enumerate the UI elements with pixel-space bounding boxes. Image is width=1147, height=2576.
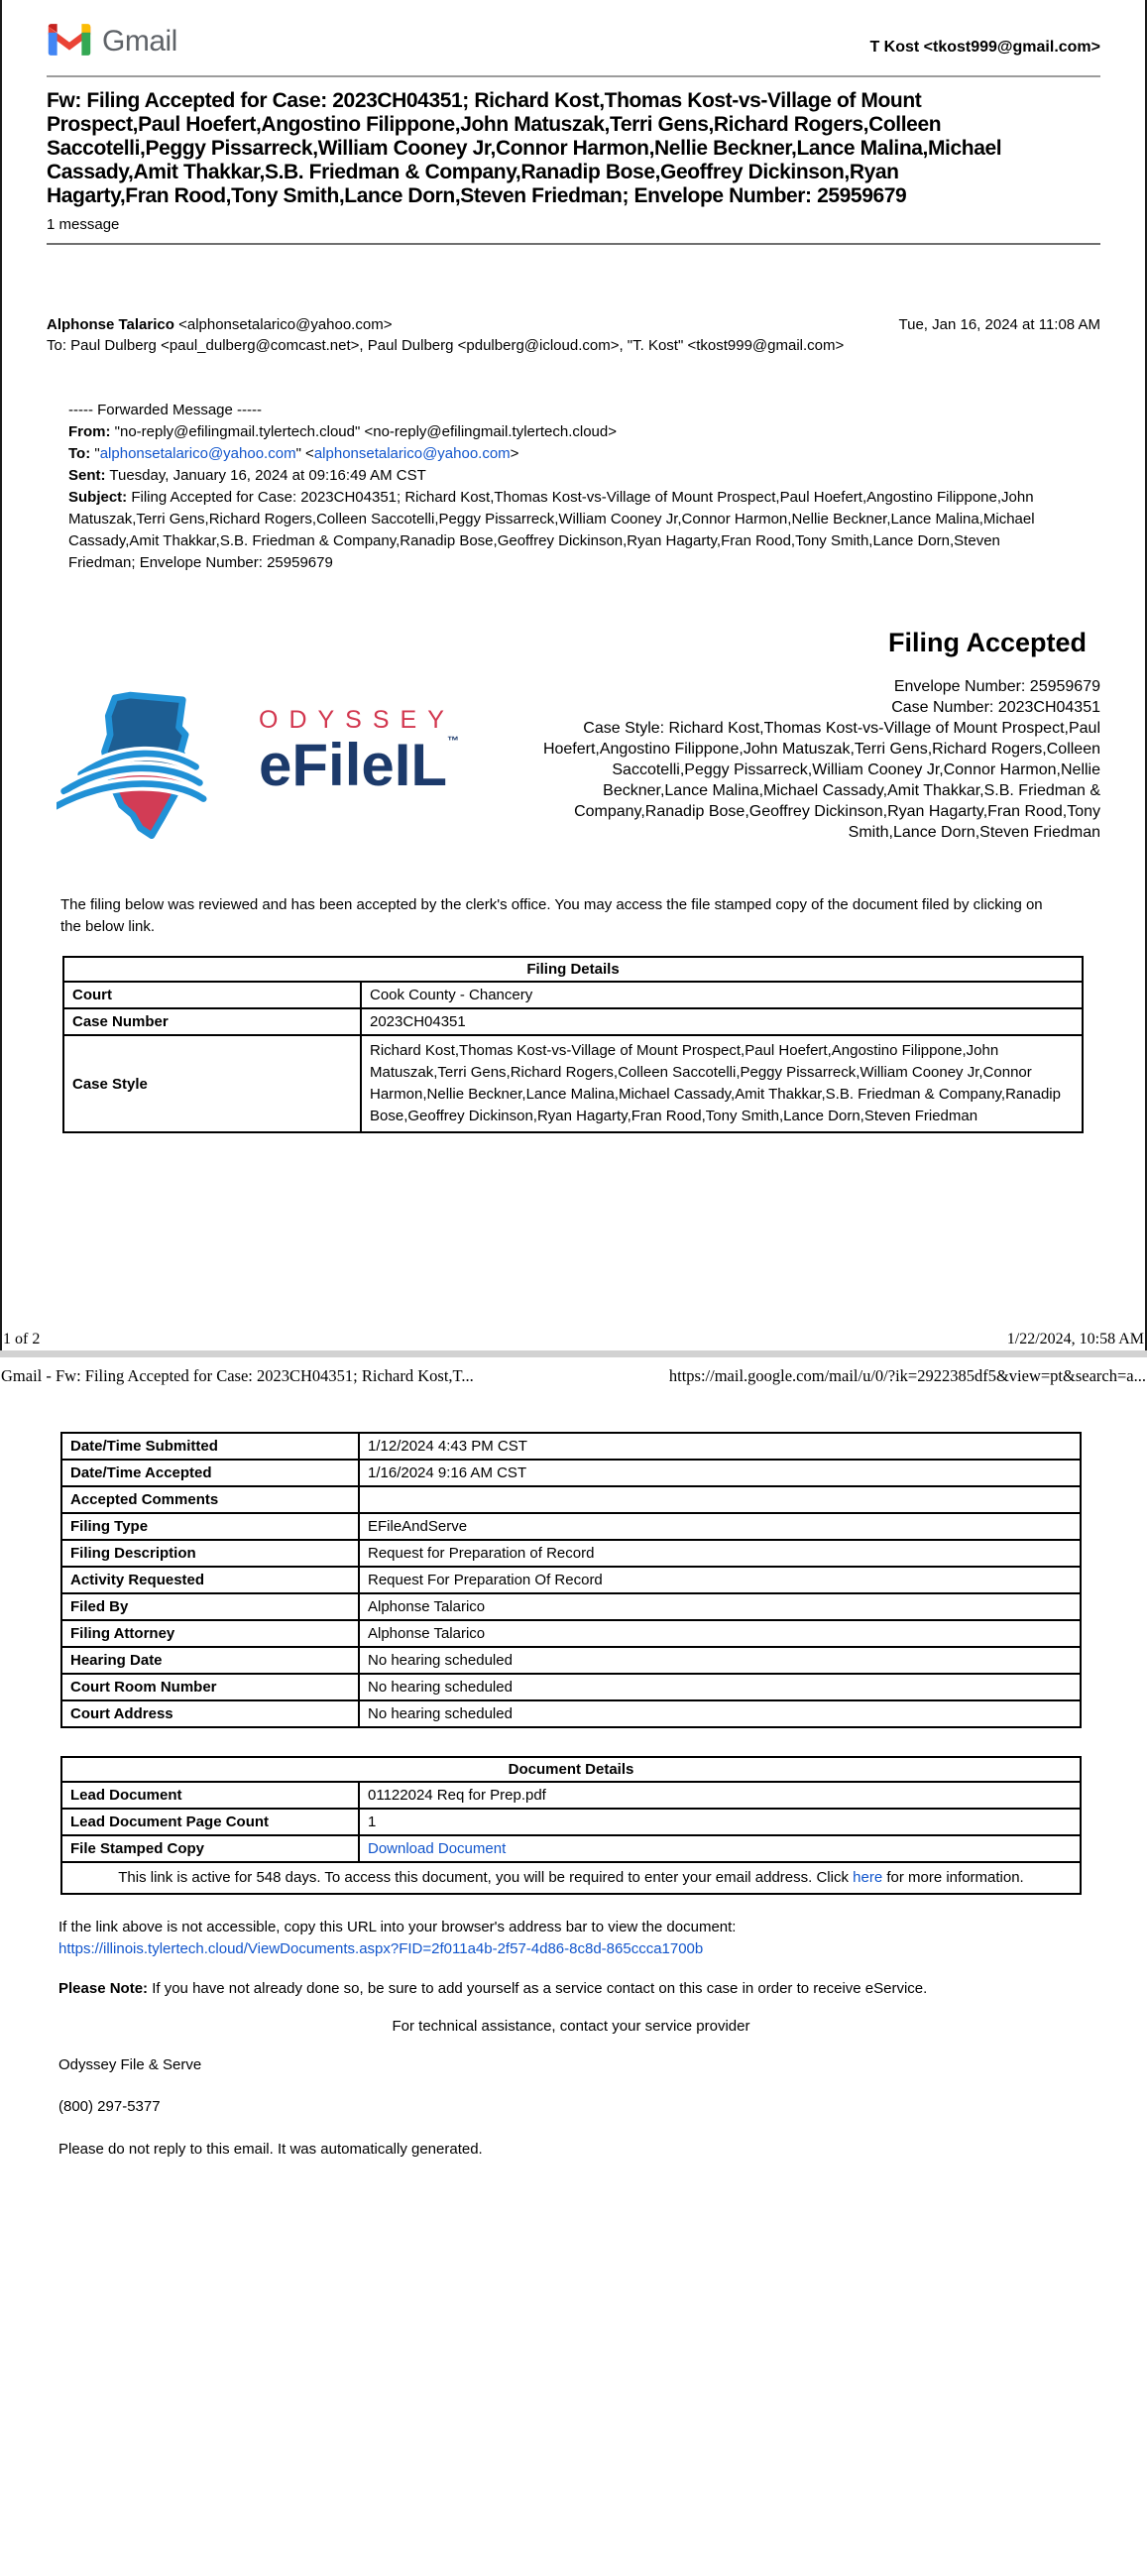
row-value: Request For Preparation Of Record [359, 1567, 1081, 1593]
row-label: Case Number [63, 1008, 361, 1035]
to-mid: " < [295, 445, 314, 462]
notice-row [47, 674, 1100, 869]
table-row [61, 1460, 1081, 1486]
message-date: Tue, Jan 16, 2024 at 11:08 AM [898, 316, 1100, 333]
note-post: for more information. [882, 1869, 1024, 1886]
note-pre: This link is active for 548 days. To access this document, you will be required to enter your email address. Click [118, 1869, 854, 1886]
row-value: 1/12/2024 4:43 PM CST [359, 1433, 1081, 1460]
document-details-table [60, 1756, 1082, 1895]
print-header-url: https://mail.google.com/mail/u/0/?ik=2922385df5&view=pt&search=a... [668, 1366, 1146, 1385]
sender-email: <alphonsetalarico@yahoo.com> [173, 316, 393, 333]
case-style: Case Style: Richard Kost,Thomas Kost-vs-Village of Mount Prospect,Paul Hoefert,Angostino Filippone,John Matuszak,Terri Gens,Richard Rogers,Colleen Saccotelli,Peggy Pissarreck,William Cooney Jr,Connor Harmon,Nellie Beckner,Lance Malina,Michael Cassady,Amit Thakkar,S.B. Friedman & Company,Ranadip Bose,Geoffrey Dickinson,Ryan Hagarty,Fran Rood,Tony Smith,Lance Dorn,Steven Friedman [542, 720, 1100, 841]
table-row [61, 1862, 1081, 1894]
table-row [61, 1620, 1081, 1647]
table-row [61, 1513, 1081, 1540]
row-label: Lead Document Page Count [61, 1809, 359, 1835]
case-number: Case Number: 2023CH04351 [891, 699, 1100, 716]
efileil-logo [47, 674, 542, 869]
row-label: Case Style [63, 1035, 361, 1132]
row-label: Court Room Number [61, 1674, 359, 1700]
from-label: From: [68, 423, 111, 440]
envelope-number: Envelope Number: 25959679 [893, 678, 1100, 695]
table-row [63, 1035, 1083, 1132]
row-value: EFileAndServe [359, 1513, 1081, 1540]
row-value: No hearing scheduled [359, 1647, 1081, 1674]
please-note-text: If you have not already done so, be sure to add yourself as a service contact on this case in order to receive eService. [148, 1980, 928, 1997]
table-row [61, 1433, 1081, 1460]
row-value: No hearing scheduled [359, 1674, 1081, 1700]
gmail-m-icon [47, 22, 92, 61]
here-link[interactable]: here [853, 1869, 883, 1886]
row-label: Court Address [61, 1700, 359, 1727]
row-value: 01122024 Req for Prep.pdf [359, 1782, 1081, 1809]
printed-page-2 [0, 1432, 1147, 2158]
table-row [61, 1593, 1081, 1620]
efileil-wordmark [259, 732, 460, 798]
row-label: Filed By [61, 1593, 359, 1620]
forwarded-sent-line [68, 465, 1050, 487]
recipients-line: To: Paul Dulberg <paul_dulberg@comcast.net>, Paul Dulberg <pdulberg@icloud.com>, "T. Kost" <tkost999@gmail.com> [47, 337, 845, 354]
table-row [61, 1540, 1081, 1567]
forwarded-from-line [68, 421, 1050, 443]
header-divider [47, 75, 1100, 77]
page-number: 1 of 2 [3, 1331, 41, 1347]
to-label: To: [68, 445, 91, 462]
please-note-label: Please Note: [58, 1980, 149, 1997]
row-value: 1 [359, 1809, 1081, 1835]
row-label: Lead Document [61, 1782, 359, 1809]
email-subject-heading: Fw: Filing Accepted for Case: 2023CH04351; Richard Kost,Thomas Kost-vs-Village of Mount Prospect,Paul Hoefert,Angostino Filippone,John Matuszak,Terri Gens,Richard Rogers,Colleen Saccotelli,Peggy Pissarreck,William Cooney Jr,Connor Harmon,Nellie Beckner,Lance Malina,Michael Cassady,Amit Thakkar,S.B. Friedman & Company,Ranadip Bose,Geoffrey Dickinson,Ryan Hagarty,Fran Rood,Tony Smith,Lance Dorn,Steven Friedman; Envelope Number: 25959679 [47, 89, 1002, 207]
row-value: Alphonse Talarico [359, 1593, 1081, 1620]
envelope-details [542, 674, 1100, 869]
row-label: File Stamped Copy [61, 1835, 359, 1862]
row-value: Cook County - Chancery [361, 982, 1083, 1008]
view-documents-url-link[interactable]: https://illinois.tylertech.cloud/ViewDocuments.aspx?FID=2f011a4b-2f57-4d86-8c8d-865ccca1700b [58, 1940, 704, 1957]
odyssey-wordmark: ODYSSEY [259, 706, 455, 734]
subject-label: Subject: [68, 489, 128, 506]
filing-details-table-continued [60, 1432, 1082, 1728]
row-label: Hearing Date [61, 1647, 359, 1674]
efileil-logo-text [259, 680, 460, 798]
recipient-email-link-2[interactable]: alphonsetalarico@yahoo.com [313, 445, 511, 462]
row-value: Request for Preparation of Record [359, 1540, 1081, 1567]
illinois-state-icon [57, 680, 245, 869]
row-value: 2023CH04351 [361, 1008, 1083, 1035]
filing-accepted-title: Filing Accepted [887, 628, 1087, 657]
forwarded-subject-line [68, 487, 1050, 574]
from-value: "no-reply@efilingmail.tylertech.cloud" <no-reply@efilingmail.tylertech.cloud> [110, 423, 617, 440]
please-note-paragraph [58, 1978, 1062, 2000]
print-header-page-2 [0, 1357, 1147, 1386]
table-row [61, 1835, 1081, 1862]
row-label: Filing Type [61, 1513, 359, 1540]
row-value: Richard Kost,Thomas Kost-vs-Village of Mount Prospect,Paul Hoefert,Angostino Filippone,John Matuszak,Terri Gens,Richard Rogers,Colleen Saccotelli,Peggy Pissarreck,William Cooney Jr,Connor Harmon,Nellie Beckner,Lance Malina,Michael Cassady,Amit Thakkar,S.B. Friedman & Company,Ranadip Bose,Geoffrey Dickinson,Ryan Hagarty,Fran Rood,Tony Smith,Lance Dorn,Steven Friedman [361, 1035, 1083, 1132]
provider-phone: (800) 297-5377 [58, 2098, 161, 2115]
print-timestamp: 1/22/2024, 10:58 AM [1006, 1331, 1144, 1347]
account-email: T Kost <tkost999@gmail.com> [869, 39, 1100, 56]
row-value: 1/16/2024 9:16 AM CST [359, 1460, 1081, 1486]
table-row [61, 1700, 1081, 1727]
row-label: Court [63, 982, 361, 1008]
row-label: Filing Description [61, 1540, 359, 1567]
forwarded-message-block [68, 400, 1050, 574]
forwarded-divider: ----- Forwarded Message ----- [68, 402, 263, 418]
table-row [61, 1674, 1081, 1700]
row-label: Date/Time Submitted [61, 1433, 359, 1460]
acceptance-message: The filing below was reviewed and has been accepted by the clerk's office. You may access the file stamped copy of the document filed by clicking on the below link. [60, 896, 1043, 935]
url-intro-text: If the link above is not accessible, copy this URL into your browser's address bar to view the document: [58, 1919, 737, 1935]
table-row [61, 1647, 1081, 1674]
sent-label: Sent: [68, 467, 106, 484]
page-break-band [0, 1350, 1147, 1357]
technical-assistance-line: For technical assistance, contact your service provider [392, 2018, 750, 2035]
table-row [61, 1486, 1081, 1513]
url-fallback-paragraph [58, 1917, 1102, 1960]
row-value [359, 1486, 1081, 1513]
filing-details-table [62, 956, 1084, 1133]
table-row [61, 1567, 1081, 1593]
filing-details-title: Filing Details [63, 957, 1083, 982]
provider-name: Odyssey File & Serve [58, 2056, 202, 2073]
message-count: 1 message [47, 216, 120, 233]
recipient-email-link[interactable]: alphonsetalarico@yahoo.com [99, 445, 296, 462]
gmail-header [47, 22, 1100, 61]
table-row [63, 1008, 1083, 1035]
table-row [61, 1782, 1081, 1809]
row-value: Alphonse Talarico [359, 1620, 1081, 1647]
download-document-link[interactable]: Download Document [368, 1840, 507, 1857]
gmail-logo [47, 22, 177, 61]
table-row [63, 982, 1083, 1008]
forwarded-to-line [68, 443, 1050, 465]
sender-line [47, 316, 392, 333]
row-label: Activity Requested [61, 1567, 359, 1593]
sender-row [47, 316, 1100, 333]
efileil-text: eFileIL [259, 732, 448, 798]
no-reply-notice: Please do not reply to this email. It was automatically generated. [58, 2141, 483, 2158]
print-footer [2, 1331, 1145, 1348]
row-label: Date/Time Accepted [61, 1460, 359, 1486]
gmail-wordmark: Gmail [102, 25, 177, 58]
document-details-title: Document Details [61, 1757, 1081, 1782]
to-post: > [510, 445, 519, 462]
link-active-note [61, 1862, 1081, 1894]
table-row [61, 1809, 1081, 1835]
row-label: Filing Attorney [61, 1620, 359, 1647]
sender-name: Alphonse Talarico [47, 316, 174, 333]
print-header-title: Gmail - Fw: Filing Accepted for Case: 2023CH04351; Richard Kost,T... [1, 1366, 474, 1385]
sent-value: Tuesday, January 16, 2024 at 09:16:49 AM CST [105, 467, 426, 484]
subject-value: Filing Accepted for Case: 2023CH04351; Richard Kost,Thomas Kost-vs-Village of Mount Prospect,Paul Hoefert,Angostino Filippone,John Matuszak,Terri Gens,Richard Rogers,Colleen Saccotelli,Peggy Pissarreck,William Cooney Jr,Connor Harmon,Nellie Beckner,Lance Malina,Michael Cassady,Amit Thakkar,S.B. Friedman & Company,Ranadip Bose,Geoffrey Dickinson,Ryan Hagarty,Fran Rood,Tony Smith,Lance Dorn,Steven Friedman; Envelope Number: 25959679 [68, 489, 1035, 571]
subject-divider [47, 243, 1100, 245]
row-value: No hearing scheduled [359, 1700, 1081, 1727]
to-pre: " [90, 445, 100, 462]
row-label: Accepted Comments [61, 1486, 359, 1513]
trademark-symbol: ™ [447, 734, 460, 748]
